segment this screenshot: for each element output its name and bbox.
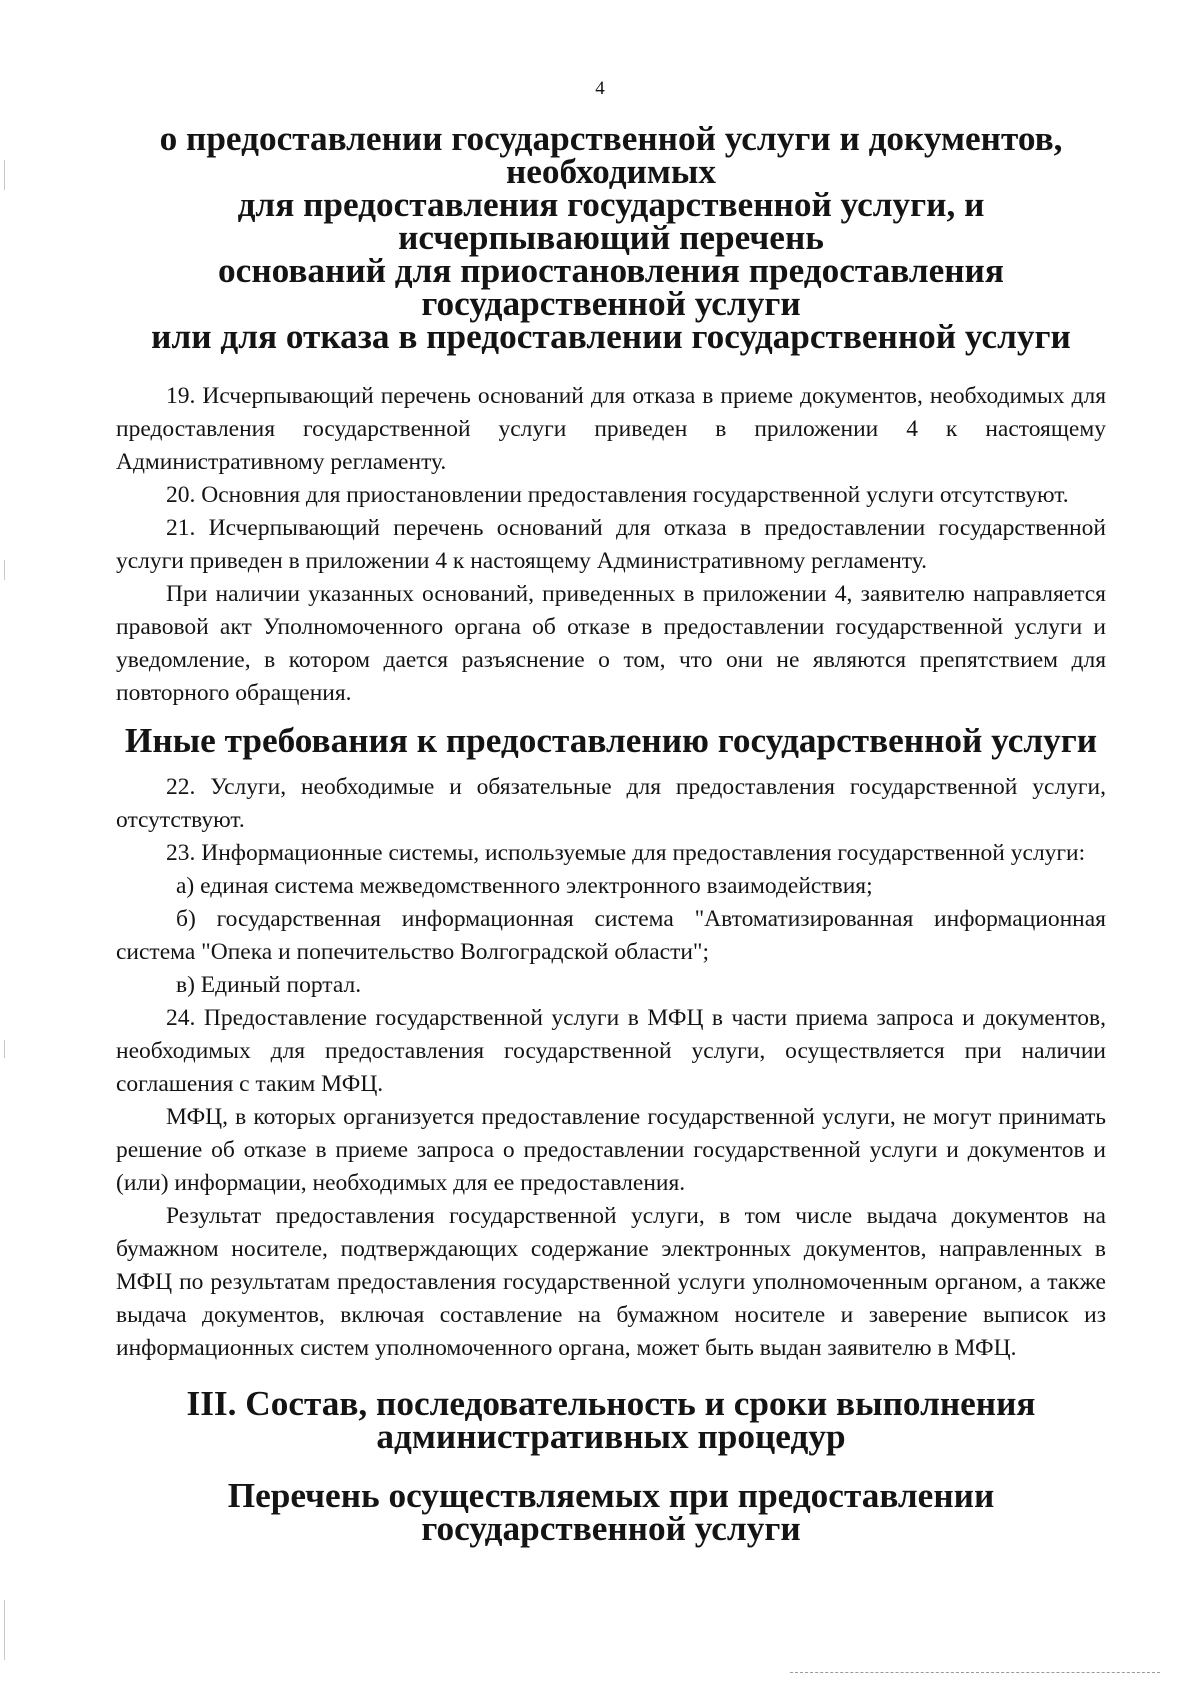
heading-line: или для отказа в предоставлении государственной услуги — [151, 317, 1071, 356]
paragraph-20: 20. Основния для приостановлении предоставления государственной услуги отсутствуют. — [166, 482, 1069, 508]
heading-line: III. Состав, последовательность и сроки выполнения — [186, 1384, 1036, 1423]
paragraph-22: 22. Услуги, необходимые и обязательные для предоставления государственной услуги, отсутствуют. — [116, 774, 1106, 833]
paragraph-24: 24. Предоставление государственной услуги в МФЦ в части приема запроса и документов, необходимых для предоставления государственной услуги, осуществляется при наличии соглашения с таким МФЦ. — [116, 1005, 1106, 1097]
scan-edge-mark — [4, 1040, 5, 1058]
heading-line: оснований для приостановления предоставления государственной услуги — [218, 251, 1004, 323]
scan-edge-mark — [4, 560, 5, 580]
list-item-c: в) Единый портал. — [176, 972, 362, 998]
section-heading-iii — [116, 1384, 1106, 1456]
paragraph-result-issuance: Результат предоставления государственной услуги, в том числе выдача документов на бумажном носителе, подтверждающих содержание электронных документов, направленных в МФЦ по результатам предоставления государственной услуги уполномоченным органом, а также выдача документов, включая составление на бумажном носителе и заверение выписок из информационных систем уполномоченного органа, может быть выдан заявителю в МФЦ. — [116, 1203, 1106, 1361]
section-heading-other-requirements: Иные требования к предоставлению государственной услуги — [124, 721, 1098, 760]
paragraph-19: 19. Исчерпывающий перечень оснований для отказа в приеме документов, необходимых для предоставления государственной услуги приведен в приложении 4 к настоящему Административному регламенту. — [116, 383, 1106, 475]
paragraph-21: 21. Исчерпывающий перечень оснований для отказа в предоставлении государственной услуги приведен в приложении 4 к настоящему Административному регламенту. — [116, 515, 1106, 574]
bottom-dashed-rule — [790, 1672, 1160, 1673]
document-body — [116, 119, 1106, 1548]
heading-line: для предоставления государственной услуги, и исчерпывающий перечень — [237, 185, 985, 257]
paragraph-23: 23. Информационные системы, используемые для предоставления государственной услуги: — [166, 840, 1086, 866]
paragraph-refusal-notice: При наличии указанных оснований, приведенных в приложении 4, заявителю направляется правовой акт Уполномоченного органа об отказе в предоставлении государственной услуги и уведомление, в котором дается разъяснение о том, что они не являются препятствием для повторного обращения. — [116, 581, 1106, 706]
section-heading-grounds — [116, 119, 1106, 356]
scan-edge-mark — [4, 1600, 5, 1660]
paragraph-mfc-restrictions: МФЦ, в которых организуется предоставление государственной услуги, не могут принимать решение об отказе в приеме запроса о предоставлении государственной услуги и документов и (или) информации, необходимых для ее предоставления. — [116, 1104, 1106, 1196]
list-item-b: б) государственная информационная система "Автоматизированная информационная система "Опека и попечительство Волгоградской области"; — [116, 906, 1106, 965]
list-item-a: а) единая система межведомственного электронного взаимодействия; — [176, 873, 873, 899]
heading-line: административных процедур — [376, 1417, 846, 1456]
page-number: 4 — [595, 78, 605, 99]
heading-line: о предоставлении государственной услуги и документов, необходимых — [159, 119, 1063, 191]
scan-edge-mark — [4, 160, 5, 190]
sub-heading-procedures-list: Перечень осуществляемых при предоставлении государственной услуги — [227, 1476, 995, 1548]
